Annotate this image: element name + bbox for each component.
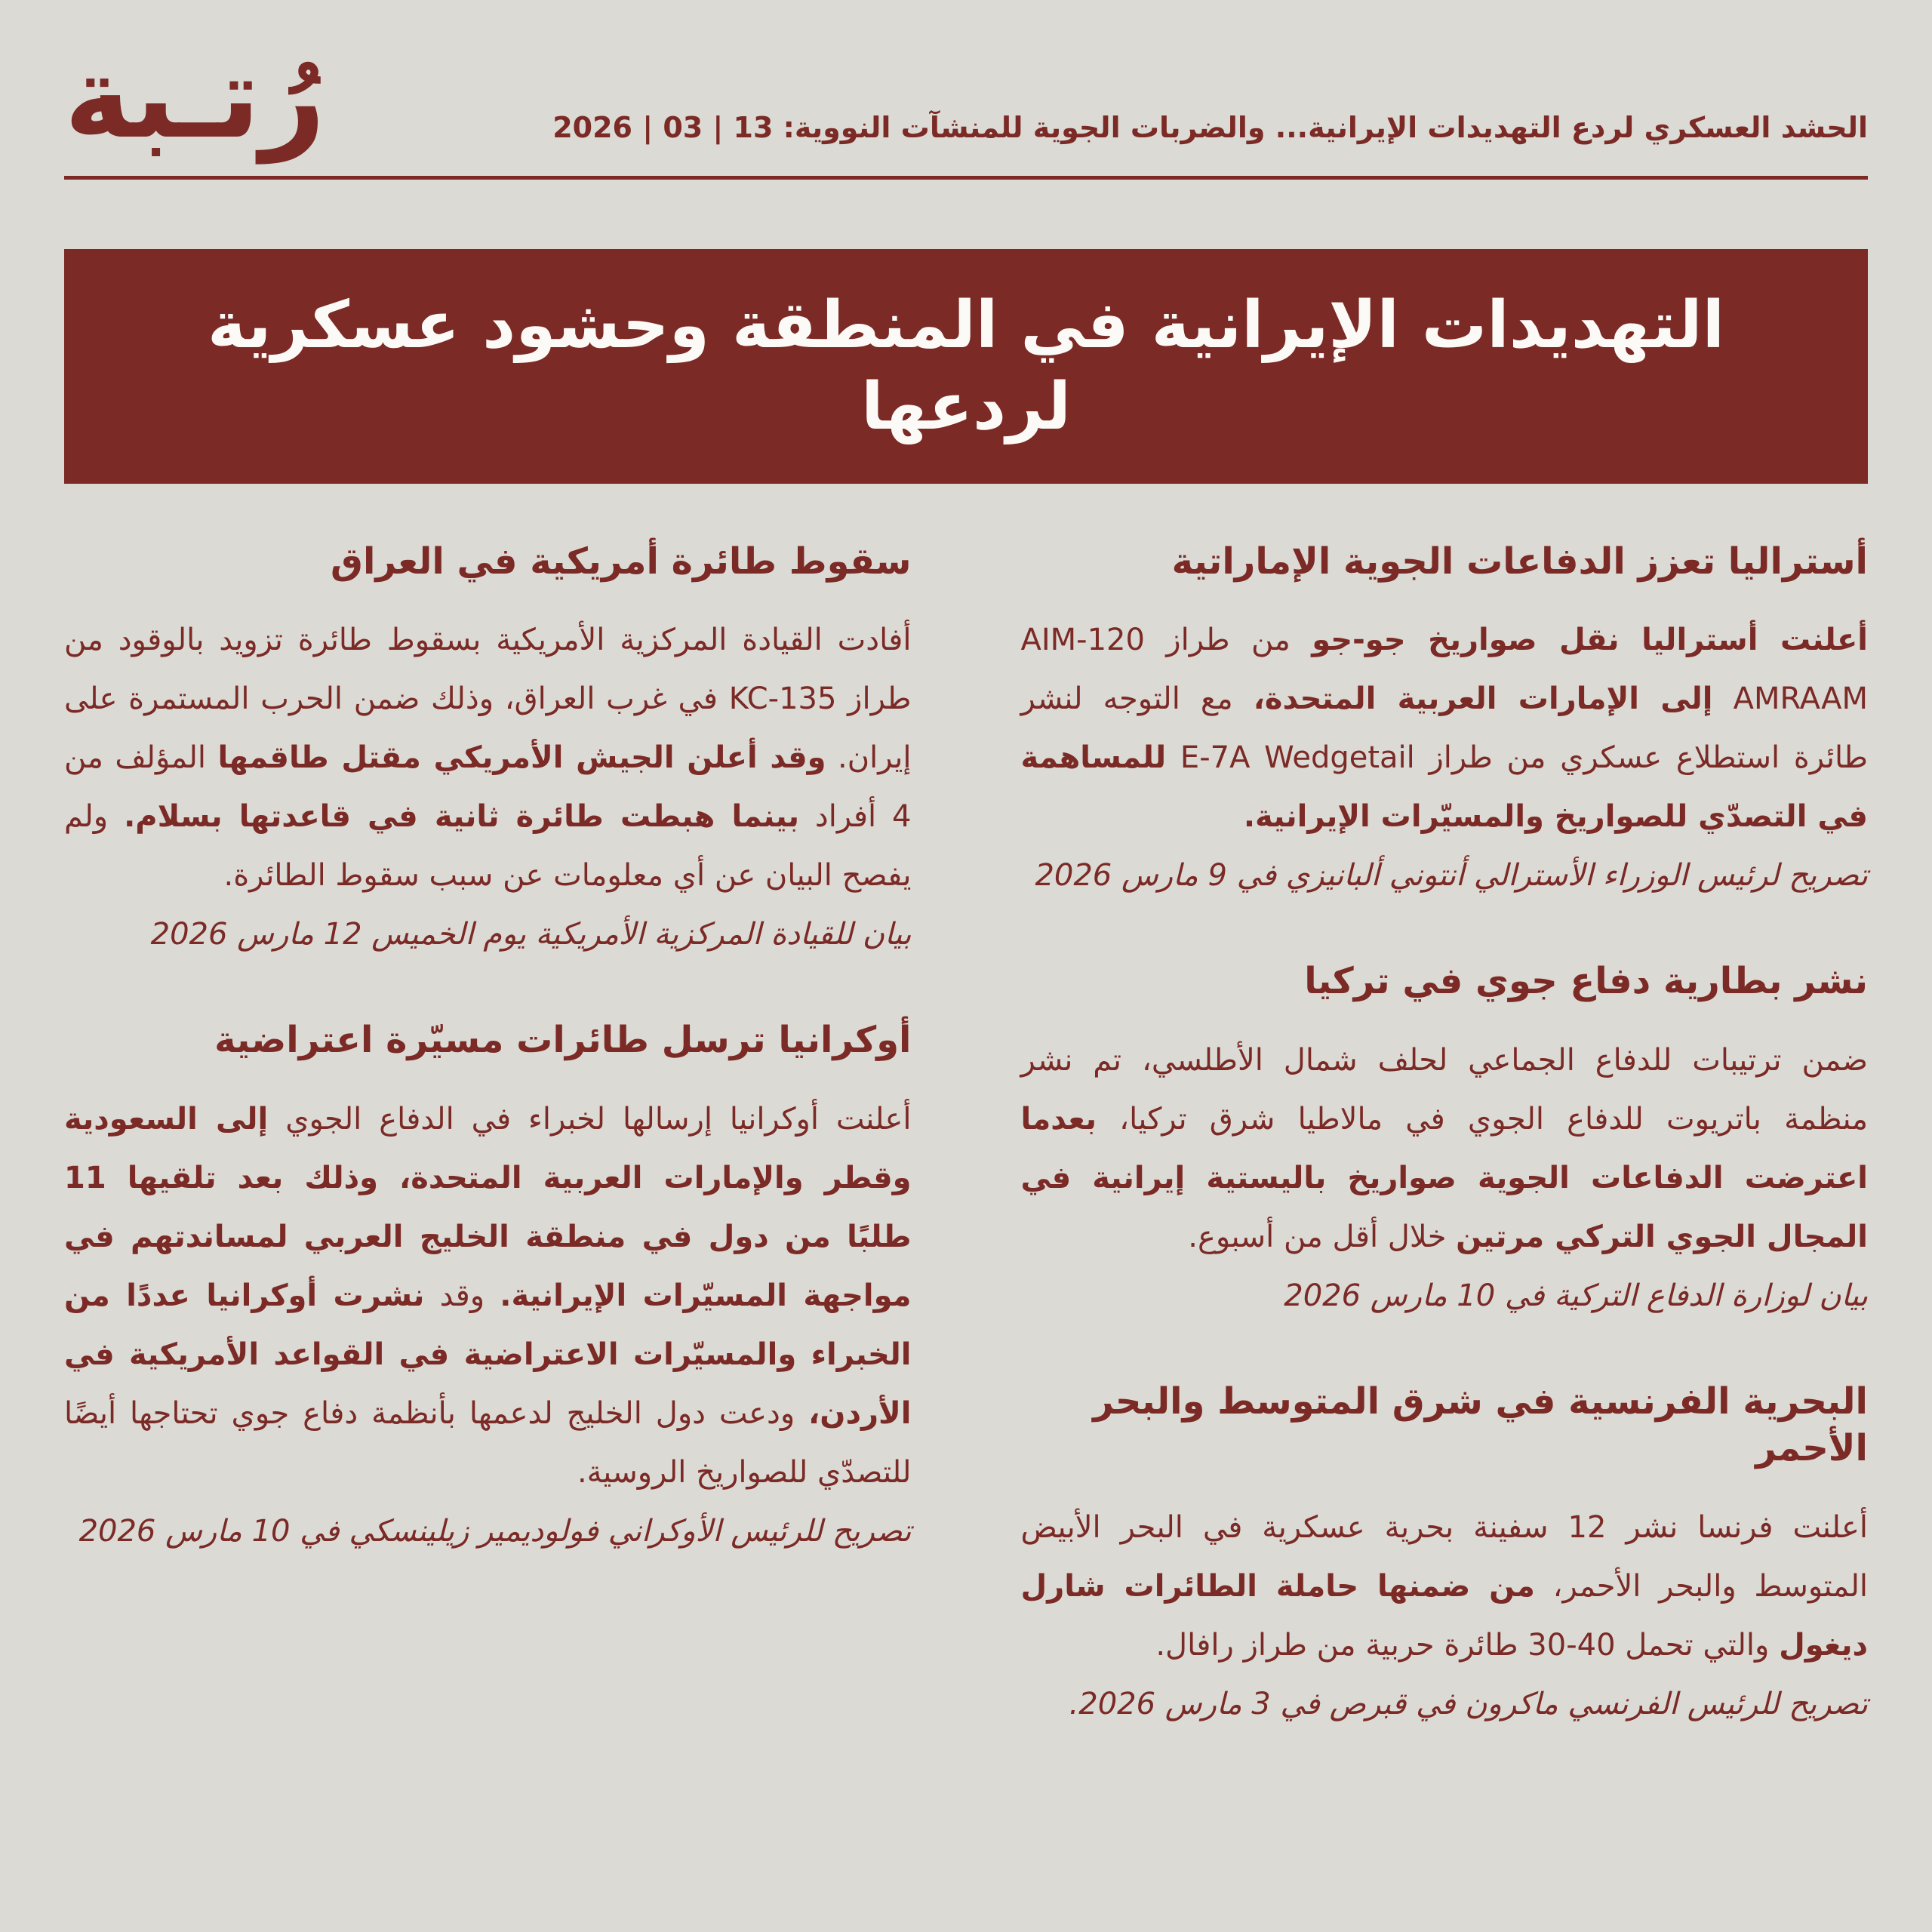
article-source: تصريح لرئيس الوزراء الأسترالي أنتوني ألبانيزي في 9 مارس 2026 (1035, 858, 1868, 894)
article-turkey-air-defense-battery (1021, 958, 1869, 1324)
article-source: تصريح للرئيس الفرنسي ماكرون في قبرص في 3 مارس 2026. (1069, 1686, 1868, 1721)
article-ukraine-interceptor-drones (64, 1017, 912, 1560)
article-title: أستراليا تعزز الدفاعات الجوية الإماراتية (1171, 540, 1868, 583)
header-tagline: الحشد العسكري لردع التهديدات الإيرانية... والضربات الجوية للمنشآت النووية: 13 | 03 | 2026 (552, 111, 1868, 144)
article-body: أعلنت أوكرانيا إرسالها لخبراء في الدفاع الجوي إلى السعودية وقطر والإمارات العربية المتحدة، وذلك بعد تلقيها 11 طلبًا من دول في منطقة الخليج العربي لمساندتهم في مواجهة المسيّرات الإيرانية. وقد نشرت أوكرانيا عددًا من الخبراء والمسيّرات الاعتراضية في القواعد الأمريكية في الأردن، ودعت دول الخليج لدعمها بأنظمة دفاع جوي تحتاجها أيضًا للتصدّي للصواريخ الروسية. (64, 1101, 912, 1490)
article-title: البحرية الفرنسية في شرق المتوسط والبحر الأحمر (1093, 1380, 1868, 1470)
article-title: أوكرانيا ترسل طائرات مسيّرة اعتراضية (214, 1019, 912, 1062)
content-columns (64, 538, 1868, 1786)
header-divider (64, 176, 1868, 180)
article-source: بيان للقيادة المركزية الأمريكية يوم الخميس 12 مارس 2026 (150, 917, 912, 952)
article-body: أعلنت أستراليا نقل صواريخ جو-جو من طراز AIM-120 AMRAAM إلى الإمارات العربية المتحدة، مع التوجه لنشر طائرة استطلاع عسكري من طراز E-7A Wedgetail للمساهمة في التصدّي للصواريخ والمسيّرات الإيرانية. (1020, 623, 1869, 835)
article-french-navy-med-red-sea (1021, 1378, 1869, 1734)
brand-logo: رُتـبة (64, 32, 326, 164)
article-title: نشر بطارية دفاع جوي في تركيا (1304, 960, 1868, 1003)
article-source: بيان لوزارة الدفاع التركية في 10 مارس 2026 (1284, 1278, 1868, 1313)
article-us-aircraft-crash-iraq (64, 538, 912, 964)
main-title: التهديدات الإيرانية في المنطقة وحشود عسكرية لردعها (207, 288, 1725, 445)
column-left (64, 538, 912, 1614)
article-body: أفادت القيادة المركزية الأمريكية بسقوط طائرة تزويد بالوقود من طراز KC-135 في غرب العراق، وذلك ضمن الحرب المستمرة على إيران. وقد أعلن الجيش الأمريكي مقتل طاقمها المؤلف من 4 أفراد بينما هبطت طائرة ثانية في قاعدتها بسلام. ولم يفصح البيان عن أي معلومات عن سبب سقوط الطائرة. (64, 623, 912, 894)
article-title: سقوط طائرة أمريكية في العراق (331, 540, 912, 583)
article-body: أعلنت فرنسا نشر 12 سفينة بحرية عسكرية في البحر الأبيض المتوسط والبحر الأحمر، من ضمنها حاملة الطائرات شارل ديغول والتي تحمل 40-30 طائرة حربية من طراز رافال. (1020, 1509, 1869, 1663)
article-body: ضمن ترتيبات للدفاع الجماعي لحلف شمال الأطلسي، تم نشر منظمة باتريوت للدفاع الجوي في مالاطيا شرق تركيا، بعدما اعترضت الدفاعات الجوية صواريخ باليستية إيرانية في المجال الجوي التركي مرتين خلال أقل من أسبوع. (1020, 1042, 1868, 1254)
header (64, 32, 1868, 164)
main-title-banner (64, 249, 1868, 484)
article-source: تصريح للرئيس الأوكراني فولوديمير زيلينسكي في 10 مارس 2026 (78, 1513, 912, 1549)
article-australia-uae-air-defense (1021, 538, 1869, 905)
column-right (1021, 538, 1869, 1786)
